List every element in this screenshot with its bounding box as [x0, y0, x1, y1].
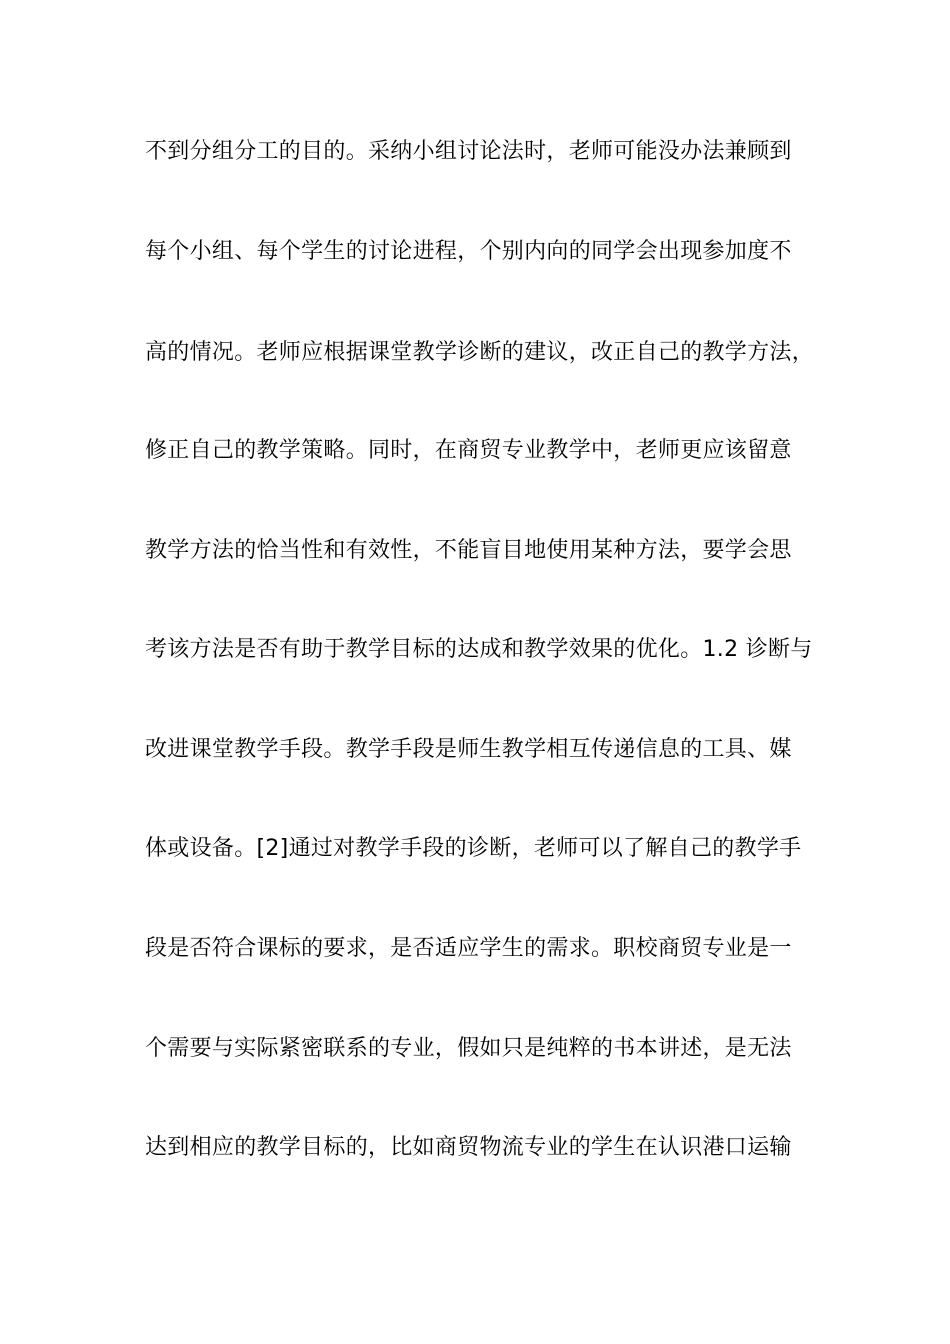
- text-line: 修正自己的教学策略。同时，在商贸专业教学中，老师更应该留意: [145, 438, 792, 463]
- text-line: 体或设备。[2]通过对教学手段的诊断，老师可以了解自己的教学手: [145, 836, 802, 861]
- text-line: 不到分组分工的目的。采纳小组讨论法时，老师可能没办法兼顾到: [145, 139, 792, 164]
- text-line: 教学方法的恰当性和有效性，不能盲目地使用某种方法，要学会思: [145, 538, 792, 563]
- text-line: 改进课堂教学手段。教学手段是师生教学相互传递信息的工具、媒: [145, 737, 792, 762]
- text-line: 个需要与实际紧密联系的专业，假如只是纯粹的书本讲述，是无法: [145, 1036, 792, 1061]
- text-line: 高的情况。老师应根据课堂教学诊断的建议，改正自己的教学方法，: [145, 340, 815, 365]
- text-line: 每个小组、每个学生的讨论进程，个别内向的同学会出现参加度不: [145, 239, 792, 264]
- text-line: 段是否符合课标的要求，是否适应学生的需求。职校商贸专业是一: [145, 936, 792, 961]
- text-line: 达到相应的教学目标的，比如商贸物流专业的学生在认识港口运输: [145, 1135, 792, 1160]
- text-line: 考该方法是否有助于教学目标的达成和教学效果的优化。1.2 诊断与: [145, 637, 813, 662]
